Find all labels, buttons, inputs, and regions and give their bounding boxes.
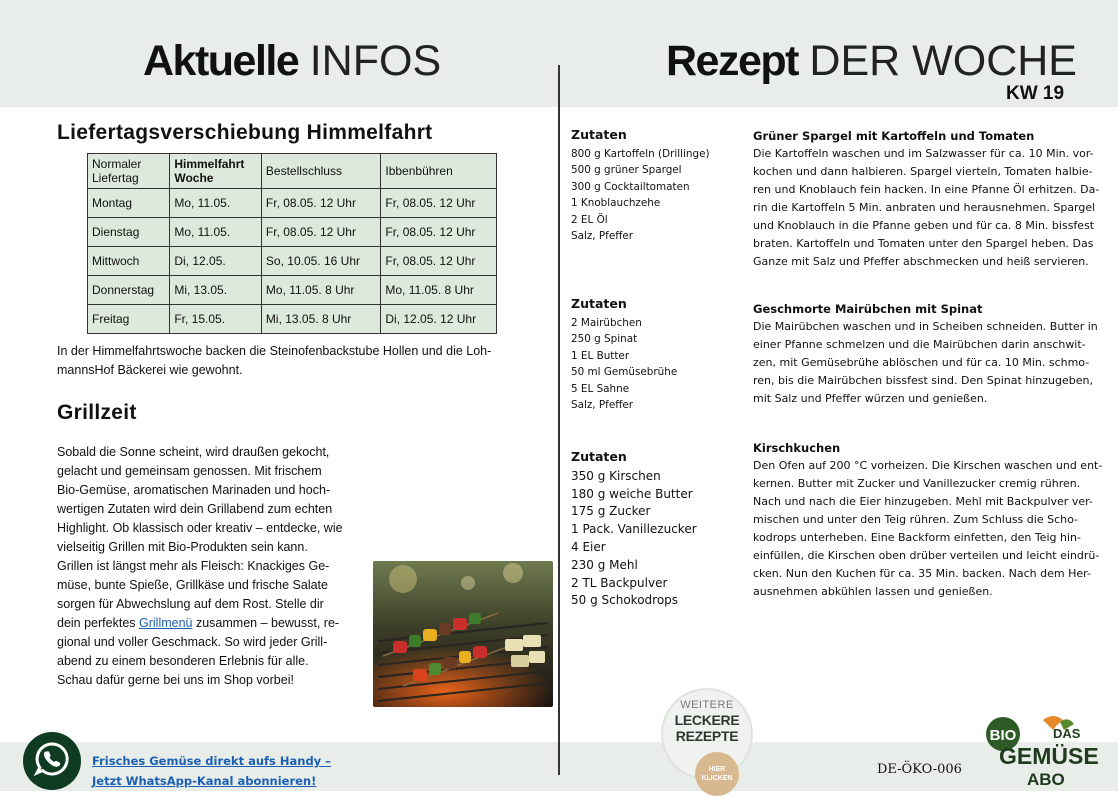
delivery-title: Liefertagsverschiebung Himmelfahrt <box>57 121 433 144</box>
table-cell: Mi, 13.05. 8 Uhr <box>261 305 380 334</box>
list-item: 50 g Schokodrops <box>571 593 679 608</box>
list-item: 250 g Spinat <box>571 333 638 345</box>
whatsapp-icon <box>33 740 71 782</box>
table-cell: Fr, 08.05. 12 Uhr <box>261 189 380 218</box>
table-row <box>88 305 497 334</box>
delivery-table <box>87 153 497 334</box>
list-item: 300 g Cocktailtomaten <box>571 180 690 193</box>
table-cell: Donnerstag <box>88 276 170 305</box>
table-row <box>88 189 497 218</box>
table-cell: Fr, 08.05. 12 Uhr <box>381 189 497 218</box>
svg-text:GEMÜSE: GEMÜSE <box>999 743 1099 769</box>
list-item: 500 g grüner Spargel <box>571 164 682 176</box>
table-cell: Montag <box>88 189 170 218</box>
grill-photo <box>373 561 553 707</box>
list-item: 175 g Zucker <box>571 504 651 519</box>
list-item: 800 g Kartoffeln (Drillinge) <box>571 147 710 160</box>
table-header-row <box>88 154 497 189</box>
ingredients-spargel: Zutaten 800 g Kartoffeln (Drillinge) 500 g grüner Spargel 300 g Cocktailtomaten 1 Knoblauchzehe 2 EL Öl Salz, Pfeffer <box>571 127 710 245</box>
ingredients-kirschkuchen: Zutaten 350 g Kirschen 180 g weiche Butter 175 g Zucker 1 Pack. Vanillezucker 4 Eier 230 g Mehl 2 TL Backpulver 50 g Schokodrops <box>571 448 697 610</box>
list-item: 4 Eier <box>571 539 606 554</box>
list-item: 1 Knoblauchzehe <box>571 197 661 209</box>
header-left-title <box>143 38 441 84</box>
whatsapp-link[interactable]: Frisches Gemüse direkt aufs Handy – Jetzt WhatsApp-Kanal abonnieren! <box>92 754 331 788</box>
table-cell: Fr, 15.05. <box>170 305 262 334</box>
recipe-kirschkuchen: Kirschkuchen Den Ofen auf 200 °C vorheizen. Die Kirschen waschen und ent- kernen. Butter mit Zucker und Vanillezucker cremig rühren. Nach und nach die Eier hinzugeben. Mehl mit Backpulver ver- mischen und unter den Teig rühren. Zum Schluss die Scho- kodrops unterheben. Eine Backform einfetten, den Teig hin- einfüllen, die Kirschen oben drüber verteilen und leicht eindrü- cken. Nun den Kuchen für ca. 35 Min. backen. Nach dem Her- ausnehmen abkühlen lassen und genießen. <box>753 439 1113 601</box>
header-left-bold: Aktuelle <box>143 37 299 85</box>
list-item: Salz, Pfeffer <box>571 399 634 411</box>
header-left-light: INFOS <box>309 37 442 85</box>
list-item: 50 ml Gemüsebrühe <box>571 366 678 378</box>
more-recipes-badge[interactable]: WEITERE LECKERE REZEPTE HIER KLICKEN <box>663 690 751 778</box>
table-cell: Fr, 08.05. 12 Uhr <box>381 247 497 276</box>
grill-title: Grillzeit <box>57 401 137 424</box>
whatsapp-button[interactable] <box>23 732 81 790</box>
recipe-spargel: Grüner Spargel mit Kartoffeln und Tomaten Die Kartoffeln waschen und im Salzwasser für ca. 10 Min. vor- kochen und dann halbieren. Spargel vierteln, Tomaten halbie- ren und Knoblauch fein hacken. In eine Pfanne Öl erhitzen. Da- rin die Kartoffeln 5 Min. anbraten und herausnehmen. Spargel und Knoblauch in die Pfanne geben und für ca. 8 Min. bissfest braten. Kartoffeln und Tomaten unter den Spargel heben. Das Ganze mit Salz und Pfeffer abschmecken und heiß servieren. <box>753 127 1113 271</box>
table-cell: Fr, 08.05. 12 Uhr <box>381 218 497 247</box>
logo <box>985 712 1103 790</box>
table-cell: So, 10.05. 16 Uhr <box>261 247 380 276</box>
table-row <box>88 218 497 247</box>
list-item: 1 EL Butter <box>571 349 630 362</box>
list-item: Salz, Pfeffer <box>571 230 634 242</box>
list-item: 1 Pack. Vanillezucker <box>571 522 697 537</box>
column-divider <box>558 65 560 775</box>
ingredients-mairuebchen: Zutaten 2 Mairübchen 250 g Spinat 1 EL Butter 50 ml Gemüsebrühe 5 EL Sahne Salz, Pfeffer <box>571 296 677 414</box>
table-cell: Fr, 08.05. 12 Uhr <box>261 218 380 247</box>
table-cell: Di, 12.05. 12 Uhr <box>381 305 497 334</box>
click-here-button[interactable]: HIER KLICKEN <box>695 752 739 796</box>
svg-text:BIO: BIO <box>989 727 1017 744</box>
table-row <box>88 247 497 276</box>
recipe-title: Kirschkuchen <box>753 441 841 455</box>
list-item: 2 EL Öl <box>571 213 608 226</box>
table-cell: Mo, 11.05. <box>170 189 262 218</box>
recipe-mairuebchen: Geschmorte Mairübchen mit Spinat Die Mairübchen waschen und in Scheiben schneiden. Butter in einer Pfanne schmelzen und die Mairübchen darin anschwit- zen, mit Gemüsebrühe ablöschen und für ca. 10 Min. schmo- ren, bis die Mairübchen bissfest sind. Den Spinat hinzugeben, mit Salz und Pfeffer würzen und genießen. <box>753 300 1113 408</box>
table-row <box>88 276 497 305</box>
table-cell: Mo, 11.05. 8 Uhr <box>261 276 380 305</box>
svg-text:DAS: DAS <box>1053 726 1081 741</box>
table-cell: Mittwoch <box>88 247 170 276</box>
table-cell: Mo, 11.05. 8 Uhr <box>381 276 497 305</box>
grillmenu-link[interactable]: Grillmenü <box>139 616 193 630</box>
header-right-bold: Rezept <box>666 37 798 85</box>
recipe-title: Geschmorte Mairübchen mit Spinat <box>753 302 983 316</box>
recipe-title: Grüner Spargel mit Kartoffeln und Tomaten <box>753 129 1035 143</box>
table-header-cell: Ibbenbühren <box>381 154 497 189</box>
table-header-cell: Normaler Liefertag <box>88 154 170 189</box>
week-label: KW 19 <box>1006 83 1065 104</box>
header-right-light: DER WOCHE <box>809 37 1077 85</box>
table-cell: Mi, 13.05. <box>170 276 262 305</box>
header-right-title <box>666 38 1077 84</box>
table-header-cell: Himmelfahrt Woche <box>170 154 262 189</box>
list-item: 180 g weiche Butter <box>571 486 693 501</box>
eco-code: DE-ÖKO-006 <box>877 762 962 777</box>
list-item: 230 g Mehl <box>571 557 638 572</box>
list-item: 5 EL Sahne <box>571 382 630 395</box>
delivery-note: In der Himmelfahrtswoche backen die Steinofenbackstube Hollen und die Loh- mannsHof Bäckerei wie gewohnt. <box>57 344 492 377</box>
list-item: 350 g Kirschen <box>571 468 661 483</box>
table-cell: Freitag <box>88 305 170 334</box>
table-cell: Dienstag <box>88 218 170 247</box>
table-header-cell: Bestellschluss <box>261 154 380 189</box>
svg-text:ABO: ABO <box>1027 770 1065 789</box>
grill-text: Sobald die Sonne scheint, wird draußen gekocht, gelacht und gemeinsam genossen. Mit frischem Bio-Gemüse, aromatischen Marinaden und hoch- wertigen Zutaten wird dein Grillabend zum echten Highlight. Ob klassisch oder kreativ – entdecke, wie vielseitig Grillen mit Bio-Produkten sein kann. Grillen ist längst mehr als Fleisch: Knackiges Ge- müse, bunte Spieße, Grillkäse und frische Salate sorgen für Abwechslung auf dem Rost. Stelle dir dein perfektes Grillmenü zusammen – bewusst, re- gional und voller Geschmack. So wird jeder Grill- abend zu einem besonderen Erlebnis für alle. Schau dafür gerne bei uns im Shop vorbei! <box>57 445 343 687</box>
list-item: 2 Mairübchen <box>571 316 642 329</box>
table-cell: Mo, 11.05. <box>170 218 262 247</box>
table-cell: Di, 12.05. <box>170 247 262 276</box>
list-item: 2 TL Backpulver <box>571 575 668 590</box>
